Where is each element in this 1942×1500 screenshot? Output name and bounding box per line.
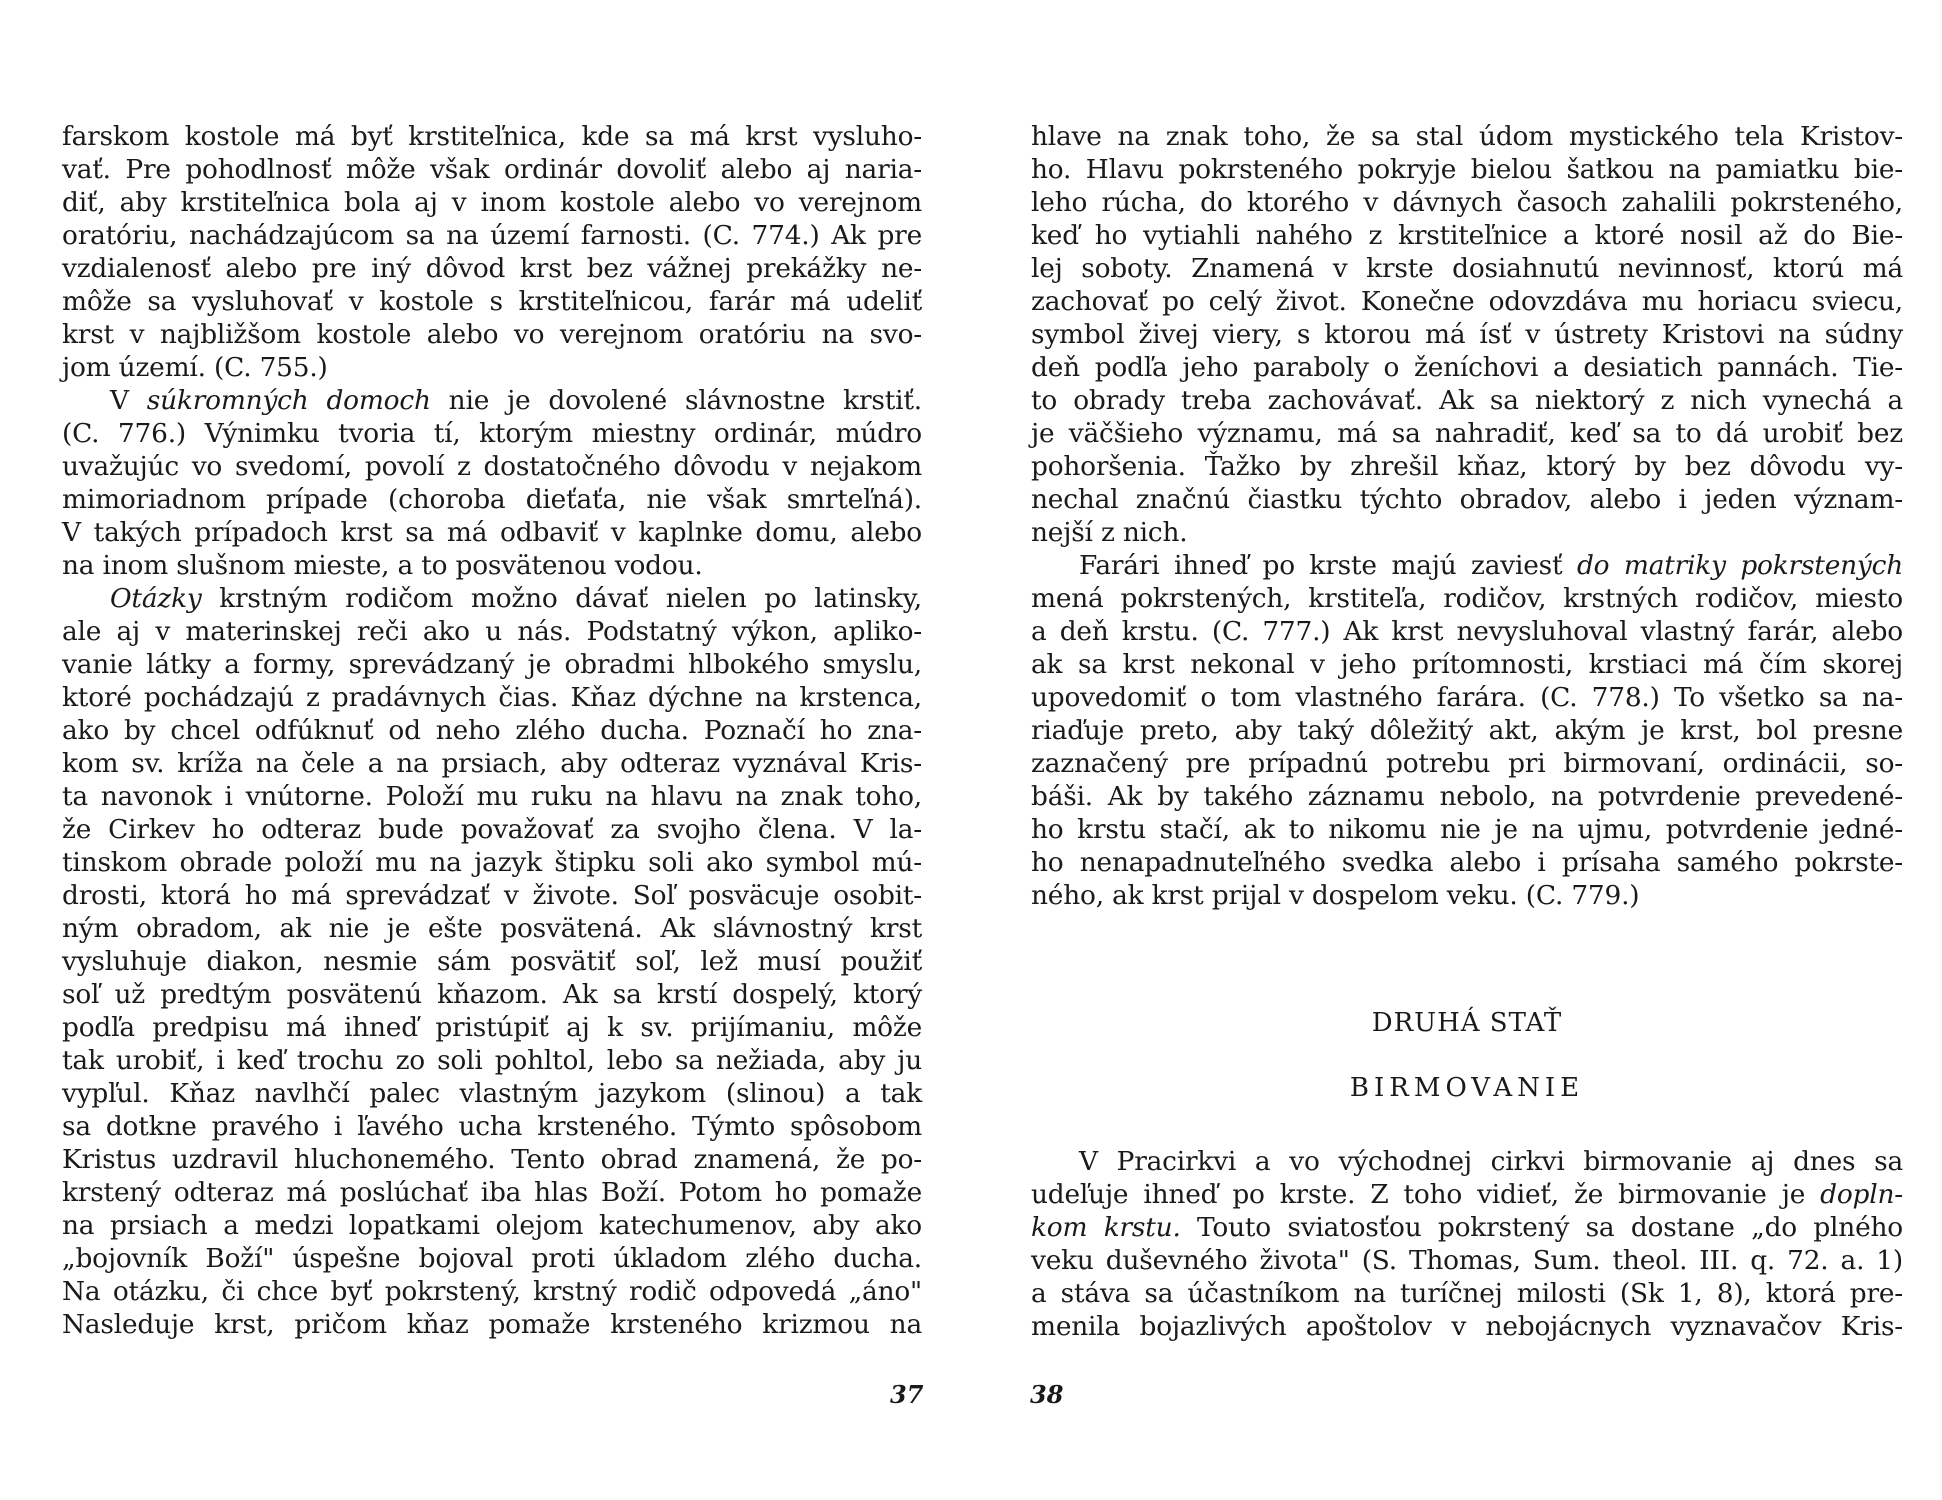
text-line: Nasleduje krst, pričom kňaz pomaže krsteného krizmou na [62,1309,922,1340]
right-page-text-continued [1031,1145,1903,1343]
text-segment: udeľuje ihneď po krste. Z toho vidieť, že birmovanie je [1031,1179,1821,1210]
text-line: tak urobiť, i keď trochu zo soli pohltol, lebo sa nežiada, aby ju [62,1045,922,1076]
text-line: vypľul. Kňaz navlhčí palec vlastným jazykom (slinou) a tak [62,1078,922,1109]
text-line: tinskom obrade položí mu na jazyk štipku soli ako symbol mú- [62,847,922,878]
text-line: a deň krstu. (C. 777.) Ak krst nevysluhoval vlastný farár, alebo [1031,616,1903,647]
text-line: ho. Hlavu pokrsteného pokryje bielou šatkou na pamiatku bie- [1031,154,1903,185]
text-line: nechal značnú čiastku týchto obradov, alebo i jeden význam- [1031,484,1903,515]
italic-term: súkromných domoch [146,385,431,416]
page-number-left: 37 [890,1380,924,1409]
text-line: menila bojazlivých apoštolov v nebojácnych vyznavačov Kris- [1031,1311,1903,1342]
text-line: krstený odteraz má poslúchať iba hlas Boží. Potom ho pomaže [62,1177,922,1208]
section-subtitle: BIRMOVANIE [1349,1073,1585,1103]
text-line [62,384,922,417]
text-line: zachovať po celý život. Konečne odovzdáva mu horiacu sviecu, [1031,286,1903,317]
text-line: ným obradom, ak nie je ešte posvätená. Ak slávnostný krst [62,913,922,944]
section-title: DRUHÁ STAŤ [1371,1008,1563,1038]
text-line: ta navonok i vnútorne. Položí mu ruku na hlavu na znak toho, [62,781,922,812]
text-line: Na otázku, či chce byť pokrstený, krstný rodič odpovedá „áno" [62,1276,922,1307]
text-line: mená pokrstených, krstiteľa, rodičov, krstných rodičov, miesto [1031,583,1903,614]
text-line: že Cirkev ho odteraz bude považovať za svojho člena. V la- [62,814,922,845]
text-line: lej soboty. Znamená v krste dosiahnutú nevinnosť, ktorú má [1031,253,1903,284]
text-line: oratóriu, nachádzajúcom sa na území farnosti. (C. 774.) Ak pre [62,220,922,251]
italic-term: kom krstu. [1031,1212,1181,1243]
text-line: ho nenapadnuteľného svedka alebo i prísaha samého pokrste- [1031,847,1903,878]
text-line: mimoriadnom prípade (choroba dieťaťa, nie však smrteľná). [62,484,922,515]
text-segment: Touto sviatosťou pokrstený sa dostane „do plného [1180,1212,1903,1243]
text-line: hlave na znak toho, že sa stal údom mystického tela Kristov- [1031,121,1903,152]
text-segment: krstným rodičom možno dávať nielen po latinsky, [201,583,922,614]
text-line: drosti, ktorá ho má sprevádzať v živote. Soľ posväcuje osobit- [62,880,922,911]
text-line: pohoršenia. Ťažko by zhrešil kňaz, ktorý by bez dôvodu vy- [1031,451,1903,482]
right-page-text [1031,120,1903,912]
text-line: vať. Pre pohodlnosť môže však ordinár dovoliť alebo aj naria- [62,154,922,185]
text-segment: nie je dovolené slávnostne krstiť. [430,385,922,416]
page-number-right: 38 [1030,1380,1064,1409]
text-line: báši. Ak by takého záznamu nebolo, na potvrdenie prevedené- [1031,781,1903,812]
text-line: ako by chcel odfúknuť od neho zlého ducha. Poznačí ho zna- [62,715,922,746]
text-line: soľ už predtým posvätenú kňazom. Ak sa krstí dospelý, ktorý [62,979,922,1010]
text-line: (C. 776.) Výnimku tvoria tí, ktorým miestny ordinár, múdro [62,418,922,449]
text-line: „bojovník Boží" úspešne bojoval proti úkladom zlého ducha. [62,1243,922,1274]
text-line: Kristus uzdravil hluchonemého. Tento obrad znamená, že po- [62,1144,922,1175]
italic-term: dopln- [1820,1179,1903,1210]
text-line: veku duševného života" (S. Thomas, Sum. theol. III. q. 72. a. 1) [1031,1245,1903,1276]
text-line: upovedomiť o tom vlastného farára. (C. 778.) To všetko sa na- [1031,682,1903,713]
text-line: kom sv. kríža na čele a na prsiach, aby odteraz vyznával Kris- [62,748,922,779]
text-line: nejší z nich. [1031,517,1188,548]
text-line: podľa predpisu má ihneď pristúpiť aj k sv. prijímaniu, môže [62,1012,922,1043]
text-line: to obrady treba zachovávať. Ak sa niektorý z nich vynechá a [1031,385,1903,416]
text-line: zaznačený pre prípadnú potrebu pri birmovaní, ordinácii, so- [1031,748,1903,779]
text-line: na inom slušnom mieste, a to posvätenou vodou. [62,550,703,581]
text-line [1031,549,1903,582]
text-line: ktoré pochádzajú z pradávnych čias. Kňaz dýchne na krstenca, [62,682,922,713]
right-page [971,0,1942,1500]
text-line: farskom kostole má byť krstiteľnica, kde sa má krst vysluho- [62,121,922,152]
text-line: jom území. (C. 755.) [62,352,328,383]
text-line: vzdialenosť alebo pre iný dôvod krst bez vážnej prekážky ne- [62,253,922,284]
text-line: ale aj v materinskej reči ako u nás. Podstatný výkon, apliko- [62,616,922,647]
text-line: leho rúcha, do ktorého v dávnych časoch zahalili pokrsteného, [1031,187,1903,218]
text-line: V Pracirkvi a vo východnej cirkvi birmovanie aj dnes sa [1079,1146,1903,1177]
text-line: symbol živej viery, s ktorou má ísť v ústrety Kristovi na súdny [1031,319,1903,350]
text-line: na prsiach a medzi lopatkami olejom katechumenov, aby ako [62,1210,922,1241]
text-line: je väčšieho významu, má sa nahradiť, keď sa to dá urobiť bez [1031,418,1903,449]
text-line: krst v najbližšom kostole alebo vo verejnom oratóriu na svo- [62,319,922,350]
text-line: môže sa vysluhovať v kostole s krstiteľnicou, farár má udeliť [62,286,922,317]
text-line [62,582,922,615]
text-segment: V [110,385,147,416]
left-page-text [62,120,922,1341]
text-segment: Farári ihneď po krste majú zaviesť [1079,550,1577,581]
text-line: ného, ak krst prijal v dospelom veku. (C. 779.) [1031,880,1640,911]
italic-term: Otázky [110,583,202,614]
text-line: V takých prípadoch krst sa má odbaviť v kaplnke domu, alebo [62,517,922,548]
text-line: deň podľa jeho paraboly o ženíchovi a desiatich pannách. Tie- [1031,352,1903,383]
text-line [1031,1178,1903,1211]
text-line: a stáva sa účastníkom na turíčnej milosti (Sk 1, 8), ktorá pre- [1031,1278,1903,1309]
text-line [1031,1211,1903,1244]
text-line: ak sa krst nekonal v jeho prítomnosti, krstiaci má čím skorej [1031,649,1903,680]
text-line: vysluhuje diakon, nesmie sám posvätiť soľ, lež musí použiť [62,946,922,977]
text-line: uvažujúc vo svedomí, povolí z dostatočného dôvodu v nejakom [62,451,922,482]
text-line: vanie látky a formy, sprevádzaný je obradmi hlbokého smyslu, [62,649,922,680]
text-line: keď ho vytiahli nahého z krstiteľnice a ktoré nosil až do Bie- [1031,220,1903,251]
text-line: diť, aby krstiteľnica bola aj v inom kostole alebo vo verejnom [62,187,922,218]
text-line: riaďuje preto, aby taký dôležitý akt, akým je krst, bol presne [1031,715,1903,746]
text-line: sa dotkne pravého i ľavého ucha krsteného. Týmto spôsobom [62,1111,922,1142]
text-line: ho krstu stačí, ak to nikomu nie je na ujmu, potvrdenie jedné- [1031,814,1903,845]
italic-term: do matriky pokrstených [1576,550,1903,581]
